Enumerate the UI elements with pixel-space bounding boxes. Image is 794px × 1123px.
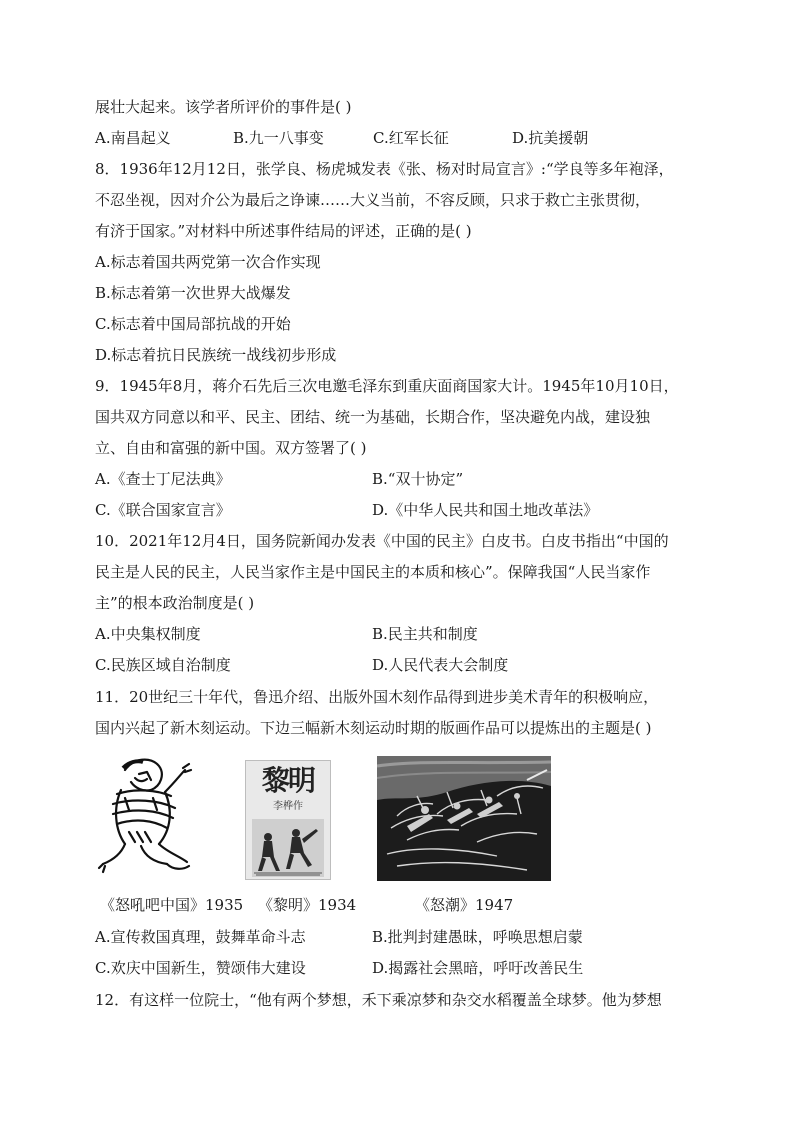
q10-stem-line-3: 主”的根本政治制度是( ) xyxy=(95,594,255,612)
poster-author: 李桦作 xyxy=(273,801,303,812)
q9-stem-line-1: 9．1945年8月，蒋介石先后三次电邀毛泽东到重庆面商国家大计。1945年10月10日， xyxy=(95,377,679,395)
q9-option-a: A.《查士丁尼法典》 xyxy=(95,470,231,488)
q7-stem-tail: 展壮大起来。该学者所评价的事件是( ) xyxy=(95,98,352,116)
q10-stem-line-2: 民主是人民的民主，人民当家作主是中国民主的本质和核心”。保障我国“人民当家作 xyxy=(95,563,651,581)
q9-stem-line-3: 立、自由和富强的新中国。双方签署了( ) xyxy=(95,439,367,457)
q10-option-b: B.民主共和制度 xyxy=(372,625,478,643)
woodcut-roar-china-image xyxy=(95,752,195,876)
q8-stem-line-3: 有济于国家。”对材料中所述事件结局的评述，正确的是( ) xyxy=(95,222,472,240)
caption-roar-china: 《怒吼吧中国》1935 xyxy=(100,896,244,914)
q8-option-c: C.标志着中国局部抗战的开始 xyxy=(95,315,291,333)
q9-option-d: D.《中华人民共和国土地改革法》 xyxy=(372,501,599,519)
q8-stem-line-2: 不忍坐视，因对介公为最后之诤谏……大义当前，不容反顾，只求于救亡主张贯彻， xyxy=(95,191,651,209)
q7-option-b: B.九一八事变 xyxy=(233,129,324,147)
q8-option-a: A.标志着国共两党第一次合作实现 xyxy=(95,253,321,271)
q9-stem-line-2: 国共双方同意以和平、民主、团结、统一为基础，长期合作，坚决避免内战，建设独 xyxy=(95,408,651,426)
q11-option-d: D.揭露社会黑暗，呼吁改善民生 xyxy=(372,959,584,977)
poster-title: 黎明 xyxy=(261,764,314,797)
q9-option-c: C.《联合国家宣言》 xyxy=(95,501,231,519)
q10-option-a: A.中央集权制度 xyxy=(95,625,201,643)
q8-stem-line-1: 8．1936年12月12日，张学良、杨虎城发表《张、杨对时局宣言》:“学良等多年袍泽， xyxy=(95,160,674,178)
q7-option-a: A.南昌起义 xyxy=(95,129,171,147)
woodcut-dawn-poster xyxy=(245,760,331,880)
caption-dawn: 《黎明》1934 xyxy=(258,896,357,914)
q10-option-c: C.民族区域自治制度 xyxy=(95,656,231,674)
q8-option-b: B.标志着第一次世界大战爆发 xyxy=(95,284,291,302)
q7-option-d: D.抗美援朝 xyxy=(512,129,589,147)
q9-option-b: B.“双十协定” xyxy=(372,470,464,488)
caption-angry-tide: 《怒潮》1947 xyxy=(415,896,514,914)
q11-stem-line-1: 11．20世纪三十年代，鲁迅介绍、出版外国木刻作品得到进步美术青年的积极响应， xyxy=(95,688,659,706)
q11-option-a: A.宣传救国真理，鼓舞革命斗志 xyxy=(95,928,306,946)
q7-option-c: C.红军长征 xyxy=(373,129,449,147)
q12-stem-line-1: 12．有这样一位院士，“他有两个梦想，禾下乘凉梦和杂交水稻覆盖全球梦。他为梦想 xyxy=(95,991,662,1009)
q8-option-d: D.标志着抗日民族统一战线初步形成 xyxy=(95,346,337,364)
q11-option-b: B.批判封建愚昧，呼唤思想启蒙 xyxy=(372,928,583,946)
q11-stem-line-2: 国内兴起了新木刻运动。下边三幅新木刻运动时期的版画作品可以提炼出的主题是( ) xyxy=(95,719,652,737)
woodcut-angry-tide-image xyxy=(377,756,551,881)
q10-option-d: D.人民代表大会制度 xyxy=(372,656,509,674)
q10-stem-line-1: 10．2021年12月4日，国务院新闻办发表《中国的民主》白皮书。白皮书指出“中国的 xyxy=(95,532,669,550)
q11-option-c: C.欢庆中国新生，赞颂伟大建设 xyxy=(95,959,306,977)
